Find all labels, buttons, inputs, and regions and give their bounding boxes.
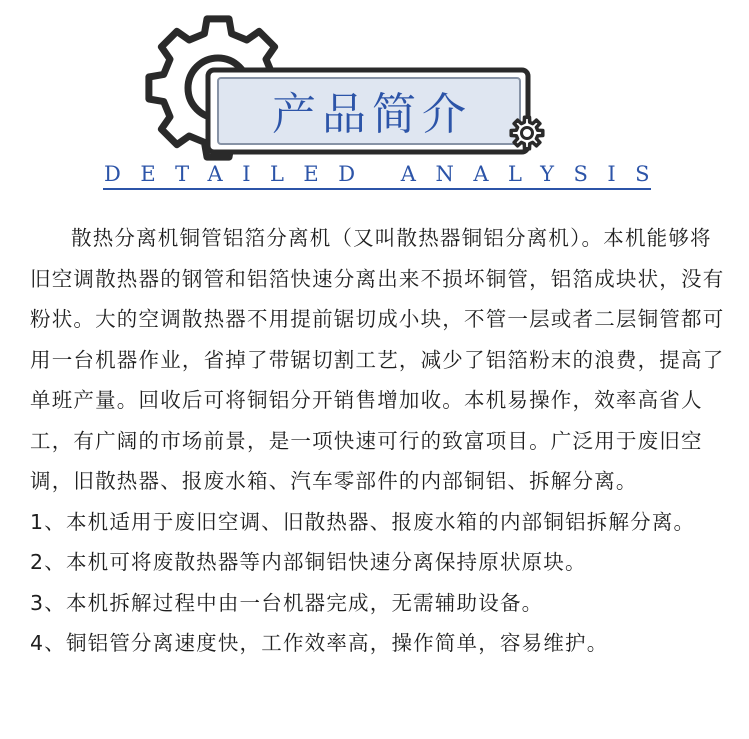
page-subtitle: DETAILED ANALYSIS	[104, 162, 670, 186]
feature-item-3: 3、本机拆解过程中由一台机器完成，无需辅助设备。	[30, 590, 544, 615]
product-description	[30, 218, 730, 664]
header-banner	[0, 0, 749, 200]
feature-item-1: 1、本机适用于废旧空调、旧散热器、报废水箱的内部铜铝拆解分离。	[30, 509, 696, 534]
feature-item-4: 4、铜铝管分离速度快，工作效率高，操作简单，容易维护。	[30, 631, 609, 655]
feature-item-2: 2、本机可将废散热器等内部铜铝快速分离保持原状原块。	[30, 550, 587, 574]
page-title: 产品简介	[272, 89, 472, 140]
intro-paragraph: 散热分离机铜管铝箔分离机（又叫散热器铜铝分离机）。本机能够将旧空调散热器的钢管和铝箔快速分离出来不损坏铜管，铝箔成块状，没有粉状。大的空调散热器不用提前锯切成小块，不管一层或者二层铜管都可用一台机器作业，省掉了带锯切割工艺，减少了铝箔粉末的浪费，提高了单班产量。回收后可将铜铝分开销售增加收。本机易操作，效率高省人工，有广阔的市场前景，是一项快速可行的致富项目。广泛用于废旧空调，旧散热器、报废水箱、汽车零部件的内部铜铝、拆解分离。	[30, 226, 725, 493]
